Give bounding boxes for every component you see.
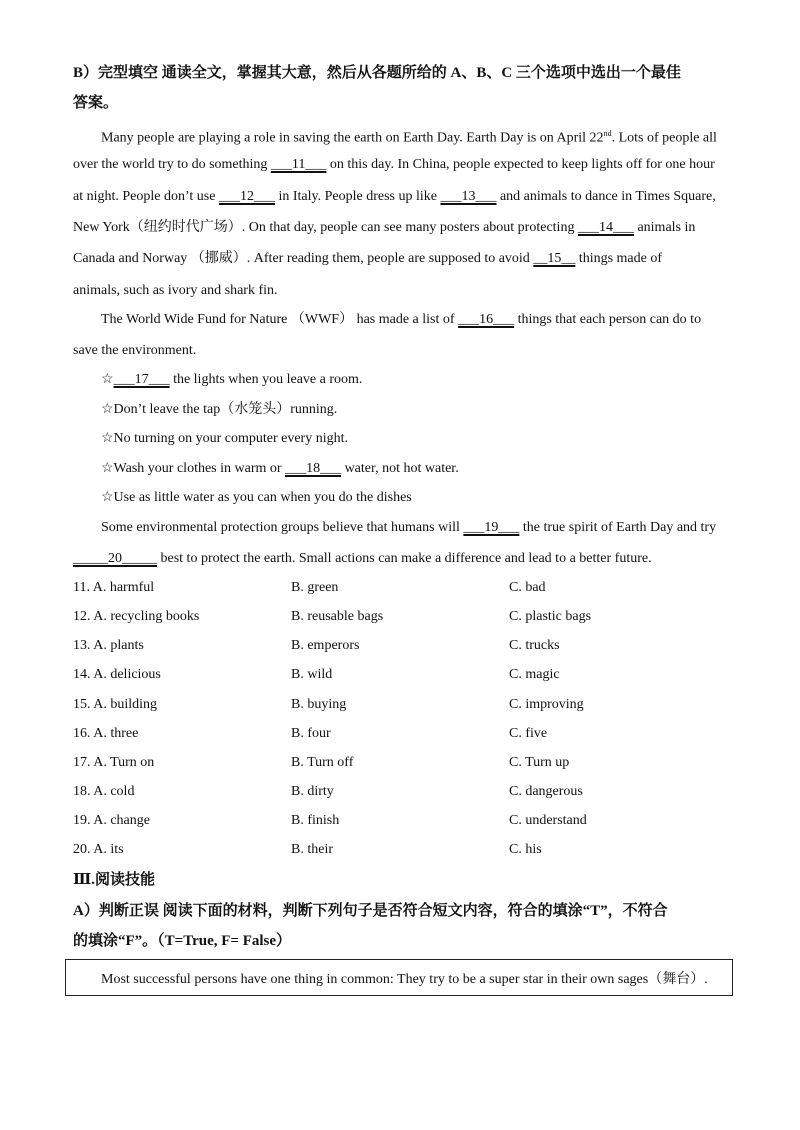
option-b[interactable]: B. wild bbox=[291, 667, 333, 682]
option-row bbox=[73, 607, 753, 627]
section-a-heading-line1: A）判断正误 阅读下面的材料，判断下列句子是否符合短文内容，符合的填涂“T”，不符合 bbox=[73, 903, 668, 919]
section-b-heading-line1: B）完型填空 通读全文，掌握其大意，然后从各题所给的 A、B、C 三个选项中选出一个最佳 bbox=[73, 65, 681, 81]
option-c[interactable]: C. Turn up bbox=[509, 755, 570, 770]
blank-12[interactable]: ___12___ bbox=[218, 189, 275, 204]
tip-item: ☆Don’t leave the tap（水笼头）running. bbox=[101, 402, 338, 417]
option-b[interactable]: B. dirty bbox=[291, 784, 334, 799]
option-row bbox=[73, 840, 753, 860]
section-b-heading bbox=[73, 58, 733, 118]
option-row bbox=[73, 578, 753, 598]
section-iii-title: Ⅲ.阅读技能 bbox=[73, 872, 156, 888]
option-row bbox=[73, 695, 753, 715]
passage-line: animals, such as ivory and shark fin. bbox=[73, 283, 278, 298]
blank-11[interactable]: ___11___ bbox=[270, 157, 327, 172]
passage-line: The World Wide Fund for Nature （WWF） has made a list of ___16___ things that each person can do to bbox=[101, 312, 702, 327]
option-a[interactable]: 18. A. cold bbox=[73, 784, 135, 799]
option-row bbox=[73, 811, 753, 831]
option-a[interactable]: 12. A. recycling books bbox=[73, 609, 200, 624]
option-row bbox=[73, 665, 753, 685]
option-c[interactable]: C. his bbox=[509, 842, 542, 857]
option-c[interactable]: C. plastic bags bbox=[509, 609, 592, 624]
option-row bbox=[73, 753, 753, 773]
option-c[interactable]: C. trucks bbox=[509, 638, 560, 653]
passage-line: _____20_____ best to protect the earth. Small actions can make a difference and lead to a better future. bbox=[73, 551, 652, 566]
option-b[interactable]: B. emperors bbox=[291, 638, 360, 653]
passage-line: Canada and Norway （挪威）. After reading them, people are supposed to avoid __15__ things made of bbox=[73, 251, 663, 266]
option-c[interactable]: C. magic bbox=[509, 667, 560, 682]
option-a[interactable]: 19. A. change bbox=[73, 813, 150, 828]
option-b[interactable]: B. buying bbox=[291, 697, 347, 712]
section-b-heading-line2: 答案。 bbox=[73, 95, 119, 111]
option-row bbox=[73, 636, 753, 656]
section-a-heading bbox=[73, 896, 733, 956]
option-row bbox=[73, 782, 753, 802]
option-a[interactable]: 13. A. plants bbox=[73, 638, 144, 653]
blank-15[interactable]: __15__ bbox=[533, 251, 576, 266]
option-b[interactable]: B. finish bbox=[291, 813, 340, 828]
blank-18[interactable]: ___18___ bbox=[285, 461, 342, 476]
passage-line: Some environmental protection groups believe that humans will ___19___ the true spirit of Earth Day and try bbox=[101, 520, 717, 535]
option-a[interactable]: 11. A. harmful bbox=[73, 580, 155, 595]
reading-passage-text: Most successful persons have one thing in common: They try to be a super star in their own sages（舞台）. bbox=[101, 972, 708, 987]
reading-passage-box bbox=[65, 959, 733, 996]
option-b[interactable]: B. Turn off bbox=[291, 755, 354, 770]
option-c[interactable]: C. understand bbox=[509, 813, 587, 828]
blank-14[interactable]: ___14___ bbox=[577, 220, 634, 235]
option-b[interactable]: B. green bbox=[291, 580, 339, 595]
option-a[interactable]: 17. A. Turn on bbox=[73, 755, 155, 770]
option-c[interactable]: C. improving bbox=[509, 697, 584, 712]
blank-16[interactable]: ___16___ bbox=[458, 312, 515, 327]
blank-20[interactable]: _____20_____ bbox=[73, 551, 157, 566]
passage-line: Many people are playing a role in saving the earth on Earth Day. Earth Day is on April 22nd. Lots of people all bbox=[101, 129, 717, 146]
tip-item: ☆___17___ the lights when you leave a room. bbox=[101, 372, 363, 387]
option-b[interactable]: B. reusable bags bbox=[291, 609, 384, 624]
tip-item: ☆No turning on your computer every night. bbox=[101, 431, 349, 446]
passage-line: at night. People don’t use ___12___ in Italy. People dress up like ___13___ and animals to dance in Times Square, bbox=[73, 189, 716, 204]
option-a[interactable]: 16. A. three bbox=[73, 726, 139, 741]
tip-item: ☆Use as little water as you can when you do the dishes bbox=[101, 490, 412, 505]
option-b[interactable]: B. their bbox=[291, 842, 333, 857]
passage-line: New York（纽约时代广场）. On that day, people can see many posters about protecting ___14___ animals in bbox=[73, 220, 696, 235]
passage-line: over the world try to do something ___11___ on this day. In China, people expected to keep lights off for one hour bbox=[73, 157, 715, 172]
blank-17[interactable]: ___17___ bbox=[113, 372, 170, 387]
blank-19[interactable]: ___19___ bbox=[463, 520, 520, 535]
option-a[interactable]: 20. A. its bbox=[73, 842, 124, 857]
option-b[interactable]: B. four bbox=[291, 726, 331, 741]
option-a[interactable]: 15. A. building bbox=[73, 697, 158, 712]
option-row bbox=[73, 724, 753, 744]
option-a[interactable]: 14. A. delicious bbox=[73, 667, 161, 682]
option-c[interactable]: C. dangerous bbox=[509, 784, 583, 799]
blank-13[interactable]: ___13___ bbox=[440, 189, 497, 204]
section-a-heading-line2: 的填涂“F”。（T=True, F= False） bbox=[73, 933, 292, 949]
option-c[interactable]: C. bad bbox=[509, 580, 546, 595]
tip-item: ☆Wash your clothes in warm or ___18___ water, not hot water. bbox=[101, 461, 459, 476]
passage-line: save the environment. bbox=[73, 343, 197, 358]
option-c[interactable]: C. five bbox=[509, 726, 548, 741]
